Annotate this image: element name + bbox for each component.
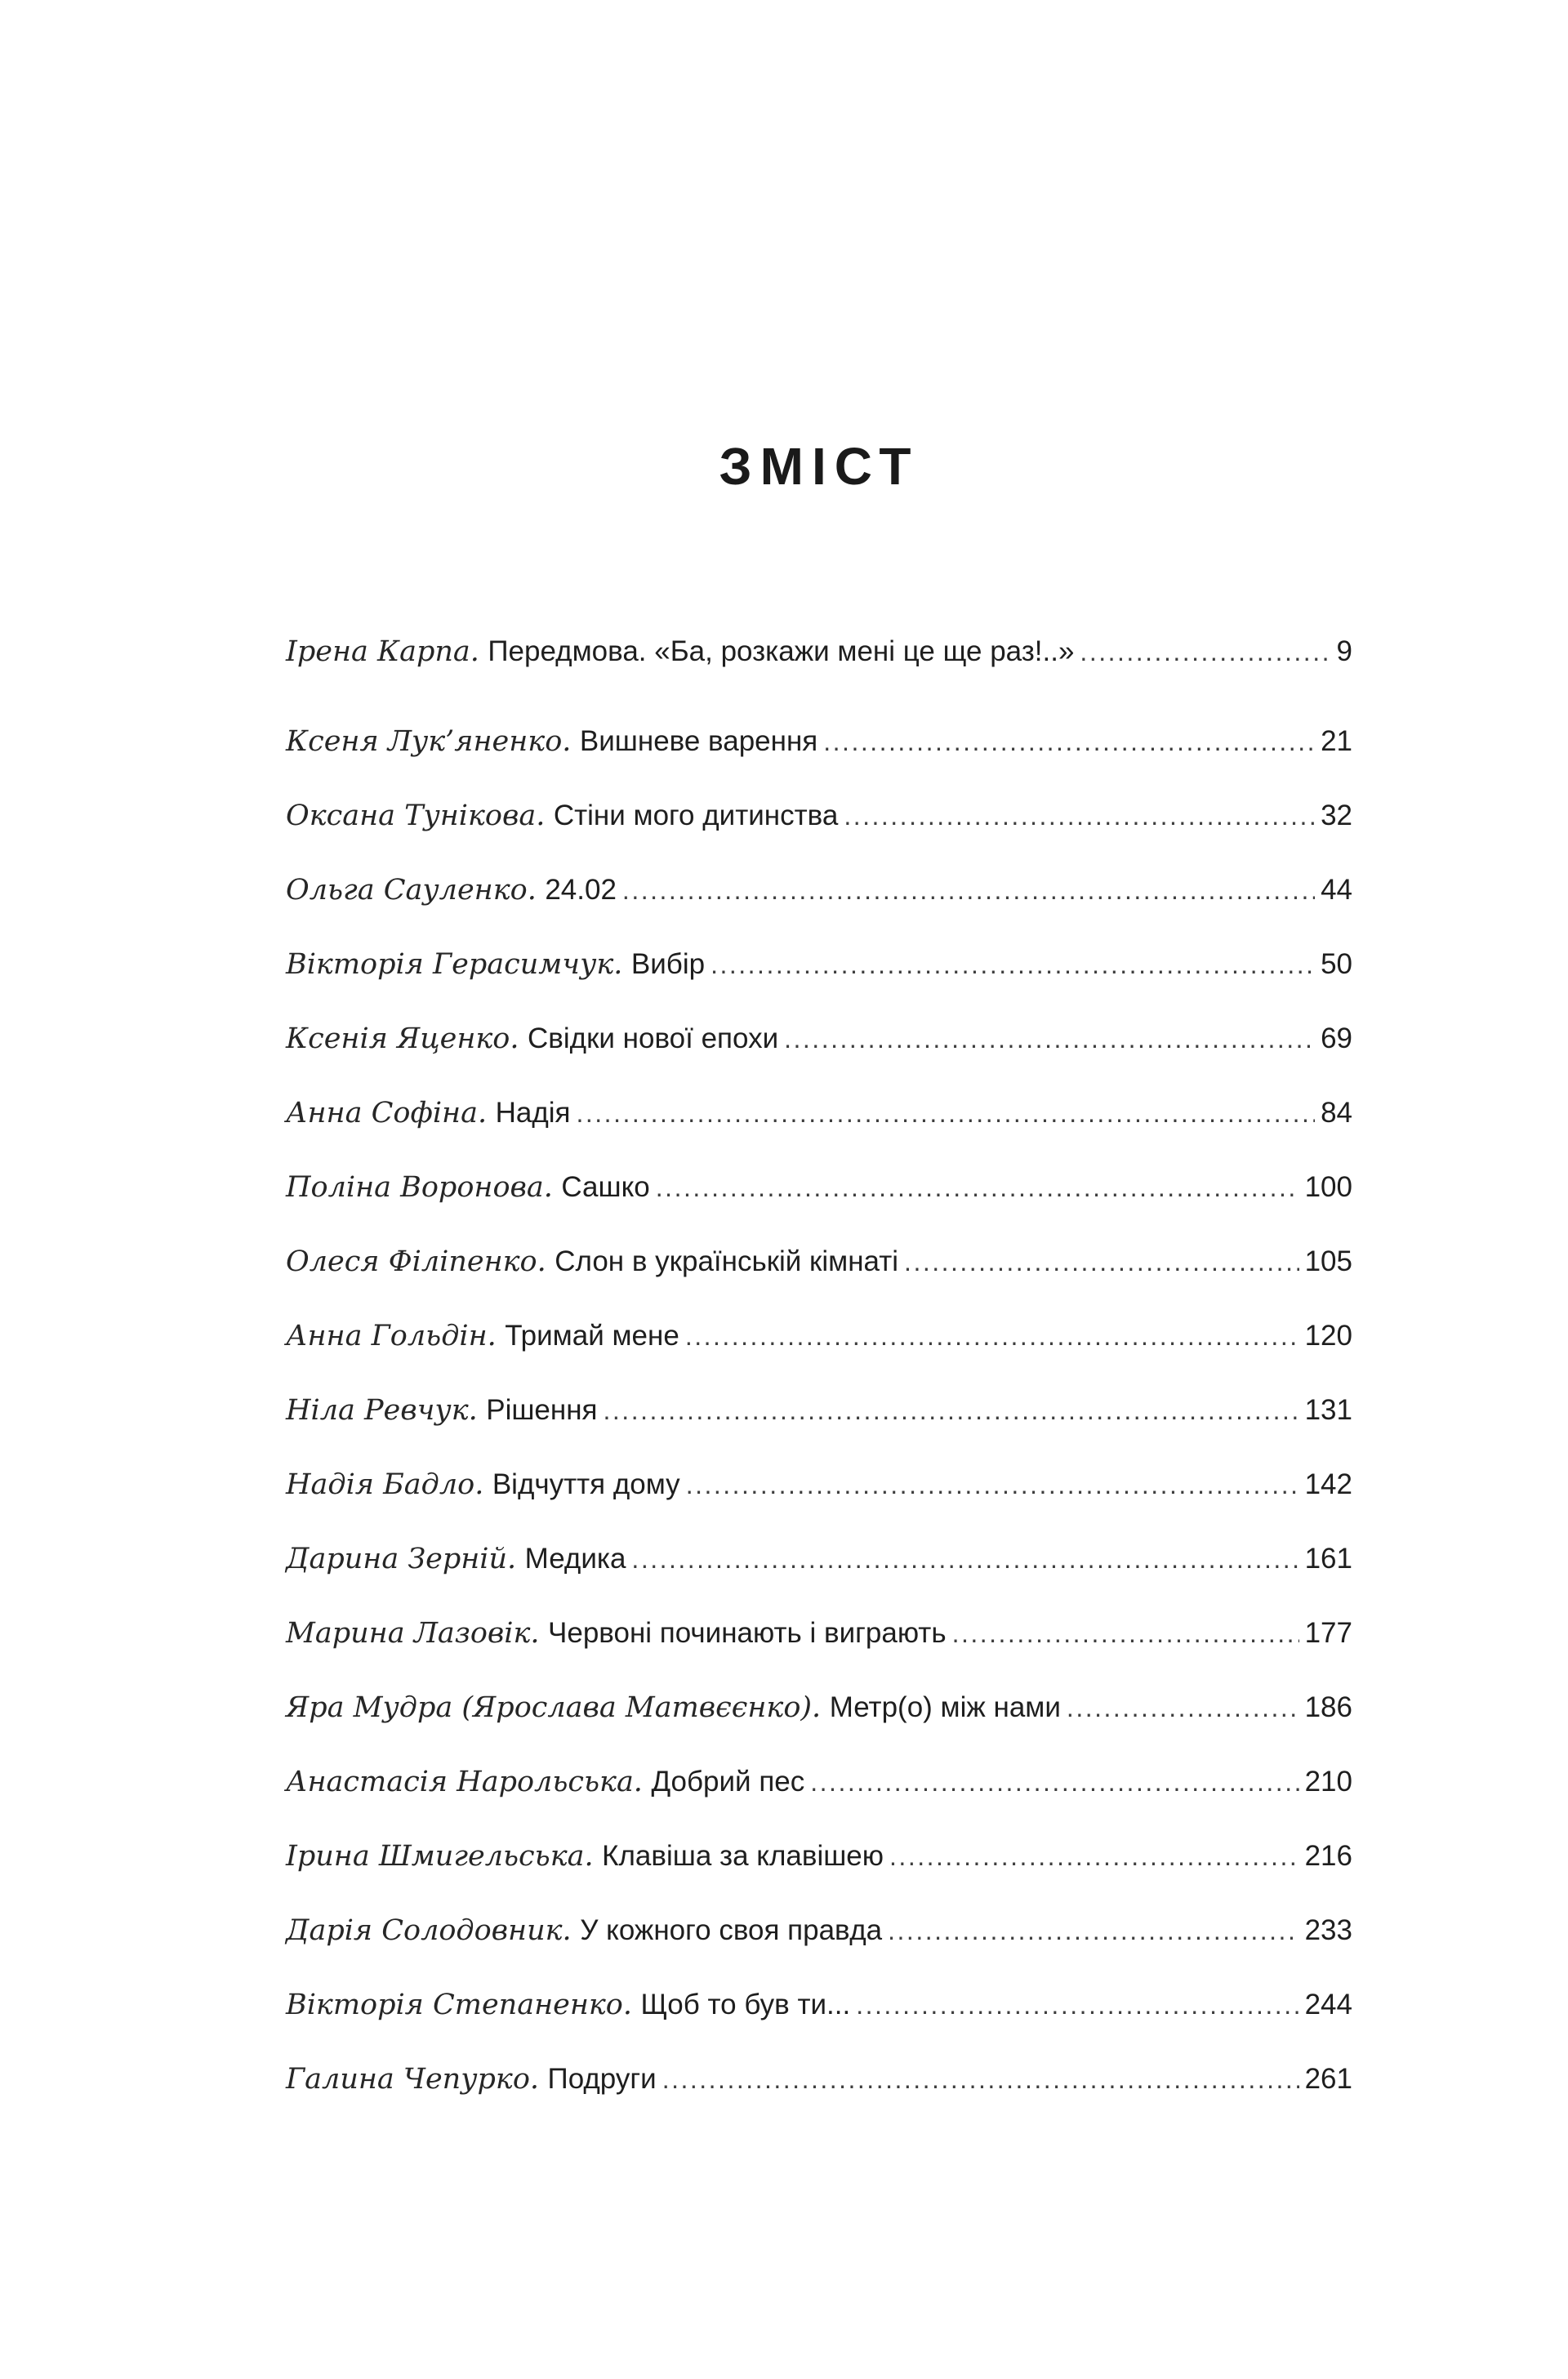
toc-entry <box>286 872 1352 908</box>
entry-page-number: 105 <box>1304 1245 1352 1277</box>
entry-title: Свідки нової епохи <box>528 1022 779 1054</box>
dot-leader <box>622 872 1315 908</box>
dot-leader <box>686 1467 1299 1503</box>
dot-leader <box>856 1987 1298 2023</box>
entry-page-number: 177 <box>1304 1617 1352 1649</box>
entry-title: Передмова. «Ба, розкажи мені це ще раз!..» <box>488 635 1075 667</box>
toc-entry <box>286 1318 1352 1354</box>
toc-entry <box>286 1838 1352 1874</box>
entry-title: Добрий пес <box>651 1766 805 1798</box>
entry-title: Слон в українській кімнаті <box>555 1245 899 1277</box>
dot-leader <box>1080 634 1330 670</box>
dot-leader <box>604 1392 1299 1428</box>
page-title: ЗМІСТ <box>719 437 920 496</box>
toc-entry <box>286 1467 1352 1503</box>
toc-entry <box>286 947 1352 982</box>
entry-title: Рішення <box>486 1394 598 1426</box>
entry-author: Поліна Воронова. <box>286 1171 553 1204</box>
toc-entry <box>286 1095 1352 1131</box>
entry-page-number: 21 <box>1321 725 1352 757</box>
entry-title: Щоб то був ти... <box>640 1989 851 2020</box>
toc-entry <box>286 1541 1352 1577</box>
dot-leader <box>823 724 1315 760</box>
entry-title: Медика <box>524 1543 626 1575</box>
entry-author: Анна Гольдін. <box>286 1320 497 1352</box>
entry-page-number: 100 <box>1304 1171 1352 1203</box>
toc-entry <box>286 1615 1352 1651</box>
toc-entry <box>286 1987 1352 2023</box>
entry-page-number: 69 <box>1321 1022 1352 1054</box>
dot-leader <box>952 1615 1299 1651</box>
entry-page-number: 210 <box>1304 1766 1352 1798</box>
entry-author: Ірина Шмигельська. <box>286 1840 594 1873</box>
entry-title: Стіни мого дитинства <box>553 800 839 831</box>
entry-page-number: 244 <box>1304 1989 1352 2020</box>
toc-entry <box>286 1764 1352 1800</box>
entry-author: Дарина Зерній. <box>286 1543 517 1575</box>
toc-entries <box>286 634 1352 2097</box>
entry-author: Ольга Сауленко. <box>286 874 537 907</box>
entry-author: Анастасія Нарольська. <box>286 1766 643 1798</box>
entry-page-number: 216 <box>1304 1840 1352 1872</box>
entry-title: Надія <box>495 1097 571 1129</box>
entry-title: Клавіша за клавішею <box>602 1840 884 1872</box>
dot-leader <box>1067 1690 1299 1726</box>
entry-title: У кожного своя правда <box>580 1914 883 1946</box>
entry-page-number: 120 <box>1304 1320 1352 1352</box>
entry-page-number: 32 <box>1321 800 1352 831</box>
dot-leader <box>631 1541 1298 1577</box>
entry-page-number: 131 <box>1304 1394 1352 1426</box>
entry-page-number: 186 <box>1304 1691 1352 1723</box>
dot-leader <box>577 1095 1316 1131</box>
toc-entry <box>286 1169 1352 1205</box>
entry-page-number: 261 <box>1304 2063 1352 2095</box>
entry-author: Вікторія Степаненко. <box>286 1989 632 2021</box>
entry-author: Ксенія Яценко. <box>286 1022 519 1055</box>
dot-leader <box>656 1169 1299 1205</box>
toc-entry <box>286 1392 1352 1428</box>
entry-author: Ксеня Лук’яненко. <box>286 725 572 758</box>
entry-page-number: 142 <box>1304 1468 1352 1500</box>
entry-title: Подруги <box>547 2063 657 2095</box>
toc-entry <box>286 1690 1352 1726</box>
dot-leader <box>810 1764 1298 1800</box>
dot-leader <box>685 1318 1299 1354</box>
entry-title: Вибір <box>630 948 706 980</box>
entry-title: Відчуття дому <box>492 1468 680 1500</box>
dot-leader <box>844 798 1315 834</box>
toc-entry <box>286 724 1352 760</box>
entry-title: Червоні починають і виграють <box>548 1617 947 1649</box>
toc-entry <box>286 2061 1352 2097</box>
entry-author: Оксана Тунікова. <box>286 800 546 832</box>
entry-title: Тримай мене <box>505 1320 679 1352</box>
toc-entry <box>286 798 1352 834</box>
entry-title: Вишневе варення <box>579 725 818 757</box>
entry-author: Ніла Ревчук. <box>286 1394 478 1427</box>
entry-title: Сашко <box>561 1171 650 1203</box>
entry-author: Ірена Карпа. <box>286 635 479 668</box>
dot-leader <box>784 1021 1315 1057</box>
entry-author: Галина Чепурко. <box>286 2063 540 2096</box>
entry-author: Надія Бадло. <box>286 1468 484 1501</box>
toc-entry <box>286 1021 1352 1057</box>
toc-entry <box>286 634 1352 670</box>
entry-page-number: 50 <box>1321 948 1352 980</box>
entry-page-number: 161 <box>1304 1543 1352 1575</box>
entry-author: Анна Софіна. <box>286 1097 488 1129</box>
toc-entry <box>286 1913 1352 1949</box>
entry-author: Вікторія Герасимчук. <box>286 948 623 981</box>
entry-author: Яра Мудра (Ярослава Матвєєнко). <box>286 1691 822 1724</box>
entry-page-number: 233 <box>1304 1914 1352 1946</box>
dot-leader <box>889 1838 1299 1874</box>
entry-title: 24.02 <box>545 874 617 906</box>
toc-content <box>286 439 1352 2097</box>
toc-entry <box>286 1244 1352 1280</box>
dot-leader <box>888 1913 1298 1949</box>
dot-leader <box>710 947 1315 982</box>
entry-page-number: 44 <box>1321 874 1352 906</box>
dot-leader <box>904 1244 1299 1280</box>
entry-page-number: 9 <box>1336 635 1352 667</box>
entry-title: Метр(о) між нами <box>829 1691 1061 1723</box>
entry-author: Олеся Філіпенко. <box>286 1245 546 1278</box>
entry-page-number: 84 <box>1321 1097 1352 1129</box>
entry-author: Дарія Солодовник. <box>286 1914 572 1947</box>
entry-author: Марина Лазовік. <box>286 1617 540 1650</box>
dot-leader <box>662 2061 1299 2097</box>
